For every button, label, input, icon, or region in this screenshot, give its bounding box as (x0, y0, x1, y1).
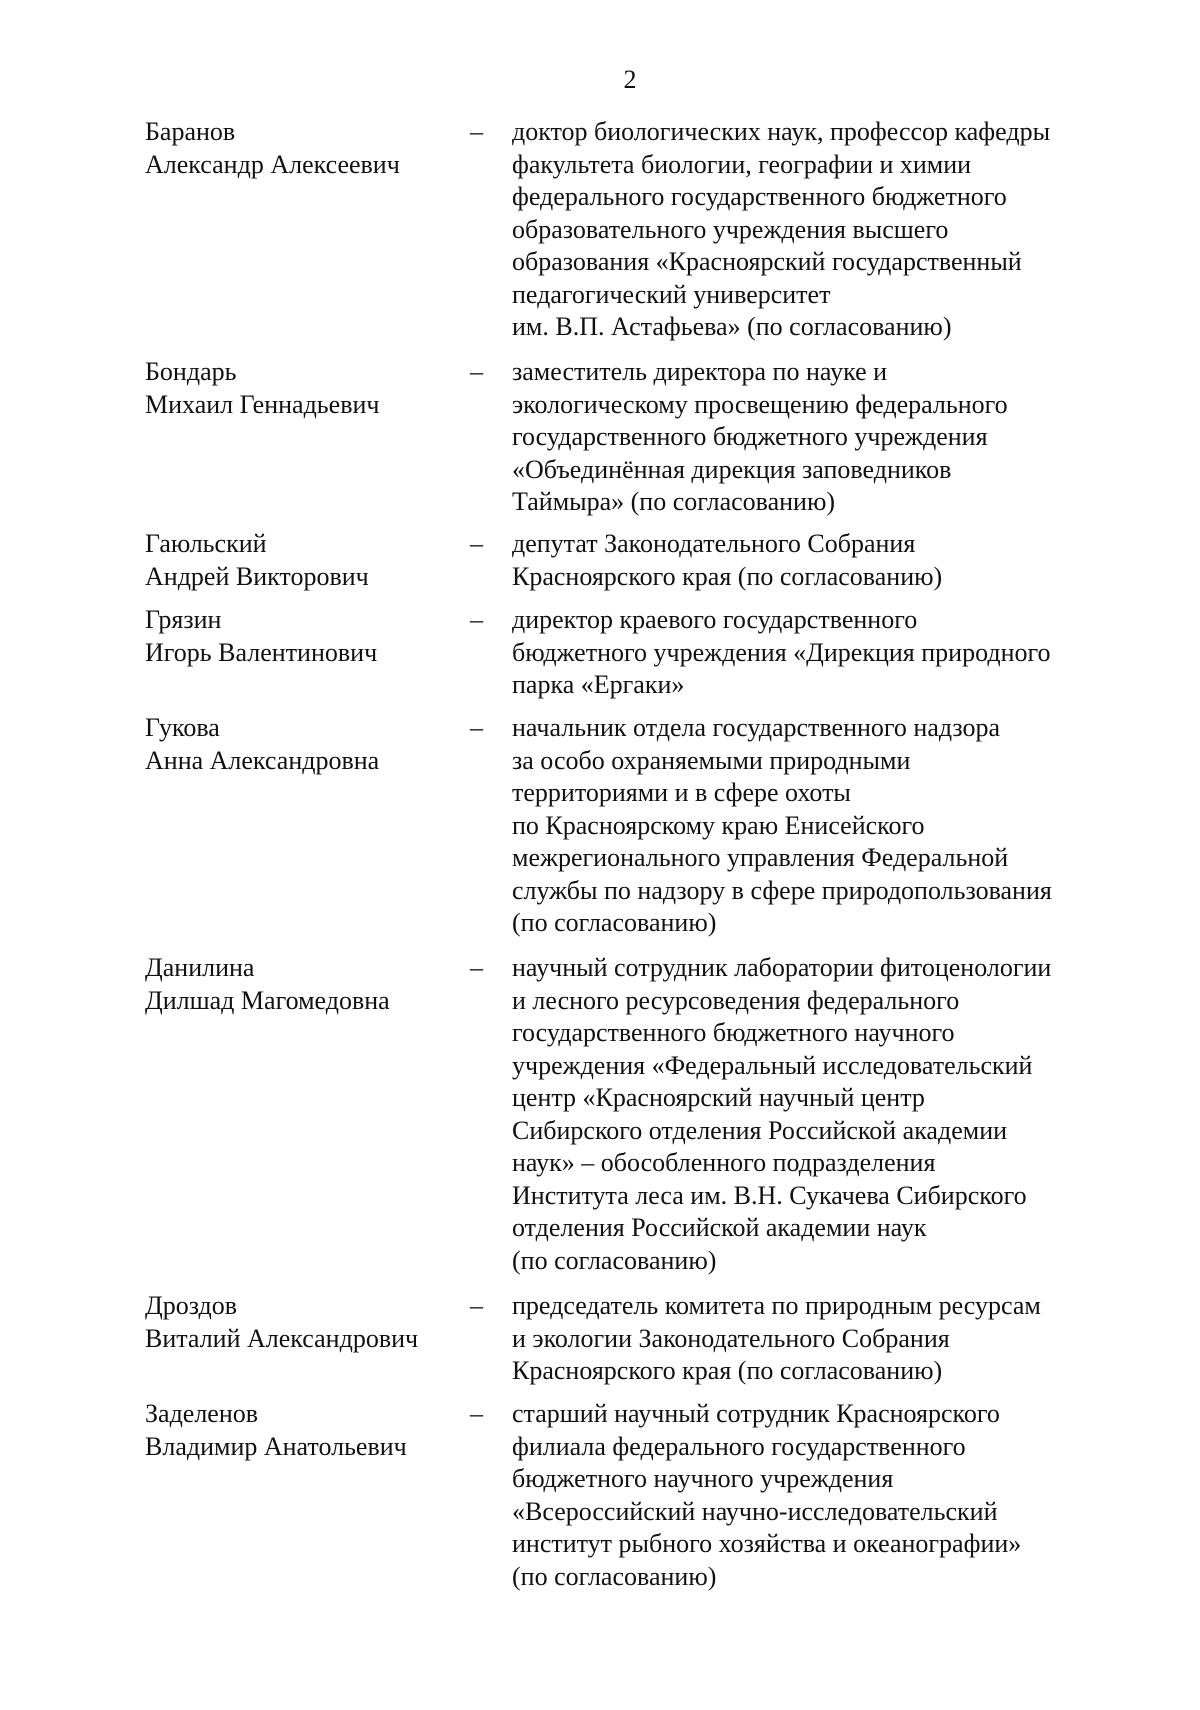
position-line: Института леса им. В.Н. Сукачева Сибирского (512, 1180, 1027, 1210)
position-line: экологическому просвещению федерального (512, 389, 1008, 419)
member-surname: Заделенов (145, 1399, 259, 1428)
position-line: институт рыбного хозяйства и океанографии» (512, 1529, 1022, 1558)
member-given-names: Анна Александровна (145, 745, 380, 775)
member-given-names: Игорь Валентинович (145, 637, 378, 667)
position-line: депутат Законодательного Собрания (512, 529, 916, 558)
dash-separator: – (470, 605, 483, 634)
position-line: доктор биологических наук, профессор кафедры (512, 117, 1051, 146)
member-name (145, 528, 465, 593)
member-position (512, 356, 1112, 519)
member-given-names: Андрей Викторович (145, 561, 369, 591)
member-surname: Гаюльский (145, 529, 267, 558)
member-position (512, 712, 1112, 940)
dash-separator: – (470, 713, 483, 742)
member-surname: Бондарь (145, 357, 237, 386)
position-line: отделения Российской академии наук (512, 1213, 927, 1242)
position-line: по Красноярскому краю Енисейского (512, 810, 925, 840)
position-line: (по согласованию) (512, 1561, 717, 1591)
member-position (512, 528, 1112, 593)
member-name (145, 952, 465, 1017)
position-line: факультета биологии, географии и химии (512, 149, 972, 179)
dash-separator: – (470, 953, 483, 982)
member-surname: Данилина (145, 953, 255, 982)
position-line: государственного бюджетного учреждения (512, 422, 988, 451)
position-line: парка «Ергаки» (512, 670, 685, 699)
position-line: образовательного учреждения высшего (512, 214, 949, 244)
position-line: межрегионального управления Федеральной (512, 843, 1009, 872)
position-line: образования «Красноярский государственный (512, 247, 1022, 276)
position-line: учреждения «Федеральный исследовательский (512, 1050, 1033, 1080)
dash-separator: – (470, 1291, 483, 1320)
member-name (145, 356, 465, 421)
member-given-names: Владимир Анатольевич (145, 1431, 407, 1461)
position-line: научный сотрудник лаборатории фитоценологии (512, 953, 1052, 982)
position-line: наук» – обособленного подразделения (512, 1148, 936, 1177)
position-line: «Объединённая дирекция заповедников (512, 454, 952, 484)
position-line: и экологии Законодательного Собрания (512, 1323, 950, 1353)
position-line: и лесного ресурсоведения федерального (512, 985, 960, 1015)
position-line: (по согласованию) (512, 908, 717, 937)
position-line: педагогический университет (512, 279, 831, 309)
member-name (145, 1398, 465, 1463)
member-name (145, 116, 465, 181)
member-position (512, 116, 1112, 344)
position-line: (по согласованию) (512, 1245, 717, 1275)
page-number: 2 (623, 65, 637, 94)
position-line: им. В.П. Астафьева» (по согласованию) (512, 312, 952, 341)
member-position (512, 952, 1112, 1277)
member-position (512, 604, 1112, 702)
member-surname: Грязин (145, 605, 222, 634)
position-line: директор краевого государственного (512, 605, 918, 634)
member-given-names: Виталий Александрович (145, 1323, 419, 1353)
member-surname: Дроздов (145, 1291, 238, 1320)
position-line: филиала федерального государственного (512, 1431, 966, 1461)
position-line: службы по надзору в сфере природопользования (512, 875, 1052, 905)
position-line: Таймыра» (по согласованию) (512, 487, 836, 516)
position-line: председатель комитета по природным ресурсам (512, 1291, 1041, 1320)
position-line: центр «Красноярский научный центр (512, 1083, 925, 1112)
position-line: бюджетного научного учреждения (512, 1464, 894, 1493)
dash-separator: – (470, 117, 483, 146)
position-line: старший научный сотрудник Красноярского (512, 1399, 1000, 1428)
position-line: заместитель директора по науке и (512, 357, 888, 386)
position-line: федерального государственного бюджетного (512, 182, 1007, 211)
member-given-names: Дилшад Магомедовна (145, 985, 390, 1015)
member-name (145, 1290, 465, 1355)
dash-separator: – (470, 357, 483, 386)
position-line: Красноярского края (по согласованию) (512, 1356, 943, 1385)
member-surname: Гукова (145, 713, 220, 742)
position-line: бюджетного учреждения «Дирекция природного (512, 637, 1051, 667)
position-line: территориями и в сфере охоты (512, 778, 851, 807)
position-line: Сибирского отделения Российской академии (512, 1115, 1008, 1145)
position-line: «Всероссийский научно-исследовательский (512, 1496, 998, 1526)
position-line: начальник отдела государственного надзора (512, 713, 1001, 742)
member-position (512, 1398, 1112, 1593)
member-name (145, 712, 465, 777)
member-given-names: Михаил Геннадьевич (145, 389, 380, 419)
member-name (145, 604, 465, 669)
dash-separator: – (470, 529, 483, 558)
position-line: за особо охраняемыми природными (512, 745, 911, 775)
member-surname: Баранов (145, 117, 236, 146)
member-position (512, 1290, 1112, 1388)
position-line: Красноярского края (по согласованию) (512, 561, 943, 591)
member-given-names: Александр Алексеевич (145, 149, 400, 179)
position-line: государственного бюджетного научного (512, 1018, 955, 1047)
dash-separator: – (470, 1399, 483, 1428)
